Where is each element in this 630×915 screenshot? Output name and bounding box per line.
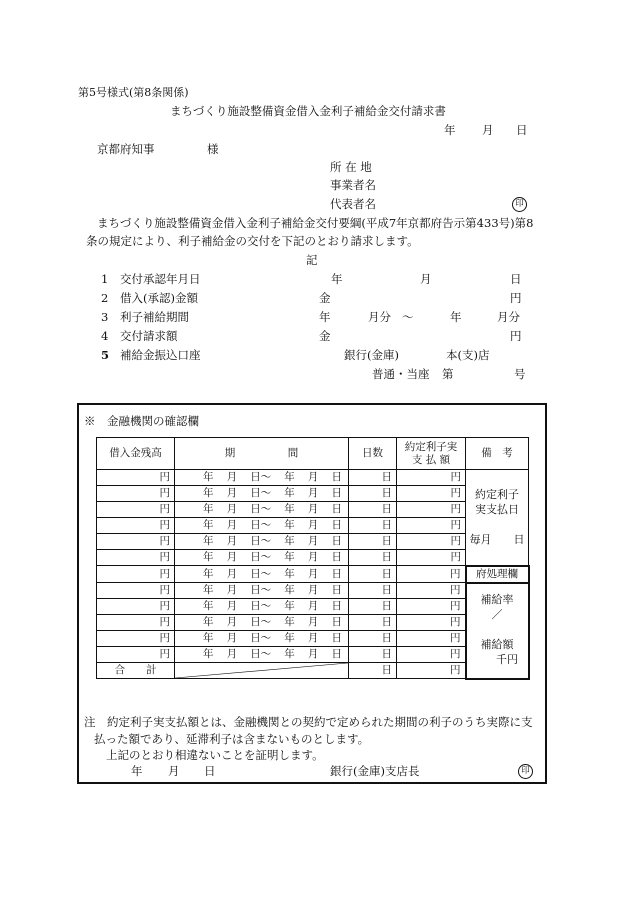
ki-heading: 記 (306, 253, 318, 267)
form-number: 第5号様式(第8条関係) (78, 86, 189, 99)
item-end-month: 月分 (497, 310, 520, 324)
balance-cell[interactable]: 円 (97, 566, 175, 583)
table-row (97, 534, 529, 550)
period-cell[interactable]: 年 月 日〜 年 月 日 (175, 550, 349, 566)
date-day: 日 (516, 123, 528, 137)
item-number: 2 (101, 291, 109, 305)
header-period: 期 間 (175, 438, 349, 470)
total-label: 合 計 (97, 663, 175, 679)
sign-day: 日 (204, 764, 216, 778)
table-row (97, 502, 529, 518)
interest-cell[interactable]: 円 (397, 583, 466, 599)
document-title: まちづくり施設整備資金借入金利子補給金交付請求書 (170, 104, 446, 118)
item-number: 5 (101, 348, 110, 362)
period-cell[interactable]: 年 月 日〜 年 月 日 (175, 599, 349, 615)
days-cell[interactable]: 日 (349, 470, 397, 486)
sign-bank: 銀行(金庫)支店長 (330, 764, 420, 778)
office-use-label: 府処理欄 (466, 566, 529, 583)
certify-text: 上記のとおり相違ないことを証明します。 (106, 748, 324, 762)
interest-cell[interactable]: 円 (397, 486, 466, 502)
days-cell[interactable]: 日 (349, 486, 397, 502)
diagonal-line (175, 663, 348, 678)
date-month: 月 (482, 123, 494, 137)
balance-cell[interactable]: 円 (97, 518, 175, 534)
total-row (97, 663, 529, 679)
item-start-month: 月分 (368, 310, 391, 324)
item-branch: 本(支)店 (446, 348, 490, 362)
interest-cell[interactable]: 円 (397, 631, 466, 647)
balance-cell[interactable]: 円 (97, 550, 175, 566)
item-day: 日 (510, 272, 522, 286)
address-label: 所 在 地 (330, 160, 372, 174)
item-start-year: 年 (319, 310, 331, 324)
header-interest-paid: 約定利子実 支 払 額 (397, 438, 466, 470)
balance-cell[interactable]: 円 (97, 583, 175, 599)
period-cell[interactable]: 年 月 日〜 年 月 日 (175, 486, 349, 502)
period-cell[interactable]: 年 月 日〜 年 月 日 (175, 518, 349, 534)
table-row (97, 615, 529, 631)
body-text-line2: 条の規定により、利子補給金の交付を下記のとおり請求します。 (86, 234, 419, 248)
item-label: 借入(承認)金額 (120, 291, 198, 305)
table-header (97, 438, 529, 470)
interest-cell[interactable]: 円 (397, 534, 466, 550)
item-bank: 銀行(金庫) (344, 348, 399, 362)
days-cell[interactable]: 日 (349, 615, 397, 631)
interest-cell[interactable]: 円 (397, 647, 466, 663)
item-yen: 円 (510, 329, 522, 343)
table-row (97, 566, 529, 583)
addressee-honorific: 様 (207, 142, 219, 156)
item-month: 月 (420, 272, 432, 286)
representative-label: 代表者名 (330, 197, 376, 211)
period-cell[interactable]: 年 月 日〜 年 月 日 (175, 631, 349, 647)
account-go: 号 (514, 367, 526, 381)
item-kin: 金 (319, 329, 331, 343)
payment-day-remarks: 約定利子 実支払日 毎月 日 (466, 470, 529, 566)
item-tilde: 〜 (402, 310, 414, 324)
office-use-area[interactable]: 補給率 ／ 補給額 千円 (466, 583, 529, 679)
seal-mark: 印 (512, 197, 527, 212)
balance-cell[interactable]: 円 (97, 599, 175, 615)
interest-cell[interactable]: 円 (397, 502, 466, 518)
sign-year: 年 (131, 764, 143, 778)
item-yen: 円 (510, 291, 522, 305)
item-number: 4 (101, 329, 109, 343)
body-text-line1: まちづくり施設整備資金借入金利子補給金交付要綱(平成7年京都府告示第433号)第8 (97, 216, 534, 230)
days-cell[interactable]: 日 (349, 518, 397, 534)
interest-cell[interactable]: 円 (397, 566, 466, 583)
interest-cell[interactable]: 円 (397, 615, 466, 631)
total-days[interactable]: 日 (349, 663, 397, 679)
table-row (97, 486, 529, 502)
balance-cell[interactable]: 円 (97, 502, 175, 518)
item-year: 年 (331, 272, 343, 286)
table-row (97, 470, 529, 486)
period-cell[interactable]: 年 月 日〜 年 月 日 (175, 502, 349, 518)
days-cell[interactable]: 日 (349, 599, 397, 615)
balance-cell[interactable]: 円 (97, 615, 175, 631)
header-days: 日数 (349, 438, 397, 470)
period-cell[interactable]: 年 月 日〜 年 月 日 (175, 615, 349, 631)
days-cell[interactable]: 日 (349, 550, 397, 566)
item-kin: 金 (319, 291, 331, 305)
period-cell[interactable]: 年 月 日〜 年 月 日 (175, 583, 349, 599)
account-number-label: 第 (442, 367, 454, 381)
bank-section-title: ※ 金融機関の確認欄 (84, 414, 199, 428)
item-number: 1 (101, 272, 109, 286)
table-row (97, 583, 529, 599)
bank-confirmation-table (96, 437, 530, 680)
days-cell[interactable]: 日 (349, 566, 397, 583)
account-type: 普通・当座 (372, 367, 430, 381)
interest-cell[interactable]: 円 (397, 470, 466, 486)
period-cell[interactable]: 年 月 日〜 年 月 日 (175, 647, 349, 663)
table-row (97, 599, 529, 615)
interest-cell[interactable]: 円 (397, 518, 466, 534)
balance-cell[interactable]: 円 (97, 647, 175, 663)
item-number: 3 (101, 310, 109, 324)
days-cell[interactable]: 日 (349, 534, 397, 550)
header-balance: 借入金残高 (97, 438, 175, 470)
total-period-blank (175, 663, 349, 679)
business-name-label: 事業者名 (330, 178, 376, 192)
item-label: 交付承認年月日 (120, 272, 201, 286)
header-remarks: 備 考 (466, 438, 529, 470)
total-interest[interactable]: 円 (397, 663, 466, 679)
addressee-name: 京都府知事 (97, 142, 155, 156)
item-label: 交付請求額 (120, 329, 178, 343)
sign-month: 月 (168, 764, 180, 778)
days-cell[interactable]: 日 (349, 583, 397, 599)
item-label: 利子補給期間 (120, 310, 189, 324)
note-line2: 払った額であり、延滞利子は含まないものとします。 (94, 732, 370, 746)
interest-cell[interactable]: 円 (397, 550, 466, 566)
interest-cell[interactable]: 円 (397, 599, 466, 615)
period-cell[interactable]: 年 月 日〜 年 月 日 (175, 534, 349, 550)
item-end-year: 年 (450, 310, 462, 324)
table-row (97, 647, 529, 663)
table-row (97, 550, 529, 566)
balance-cell[interactable]: 円 (97, 486, 175, 502)
period-cell[interactable]: 年 月 日〜 年 月 日 (175, 566, 349, 583)
seal-mark: 印 (518, 764, 533, 779)
note-line1: 注 約定利子実支払額とは、金融機関との契約で定められた期間の利子のうち実際に支 (84, 715, 533, 729)
period-cell[interactable]: 年 月 日〜 年 月 日 (175, 470, 349, 486)
date-year: 年 (444, 123, 456, 137)
days-cell[interactable]: 日 (349, 647, 397, 663)
balance-cell[interactable]: 円 (97, 470, 175, 486)
days-cell[interactable]: 日 (349, 631, 397, 647)
balance-cell[interactable]: 円 (97, 631, 175, 647)
days-cell[interactable]: 日 (349, 502, 397, 518)
balance-cell[interactable]: 円 (97, 534, 175, 550)
item-label: 補給金振込口座 (120, 348, 201, 362)
table-row (97, 631, 529, 647)
table-row (97, 518, 529, 534)
